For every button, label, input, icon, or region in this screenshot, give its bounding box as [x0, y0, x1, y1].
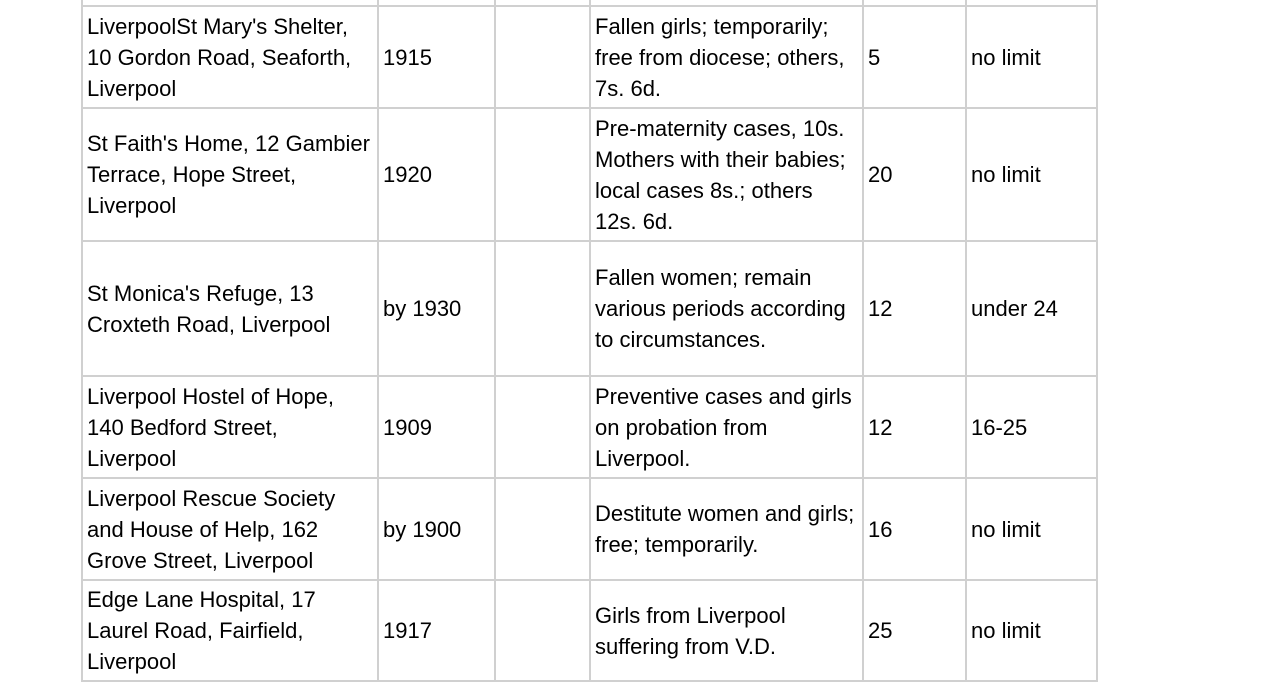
- table-row: [82, 108, 1097, 241]
- institution-name-cell: Liverpool Hostel of Hope, 140 Bedford Street, Liverpool: [82, 376, 378, 478]
- table-row: [82, 241, 1097, 376]
- age-limit-cell: no limit: [966, 580, 1097, 681]
- capacity-cell: 12: [863, 241, 966, 376]
- capacity-cell: 16: [863, 478, 966, 580]
- homes-table: [81, 0, 1098, 682]
- institution-name-cell: St Monica's Refuge, 13 Croxteth Road, Liverpool: [82, 241, 378, 376]
- table-row: [82, 6, 1097, 108]
- blank-cell: [495, 108, 590, 241]
- blank-cell: [495, 580, 590, 681]
- capacity-cell: 12: [863, 376, 966, 478]
- blank-cell: [495, 6, 590, 108]
- year-founded-cell: 1915: [378, 6, 495, 108]
- description-cell: Pre-maternity cases, 10s. Mothers with their babies; local cases 8s.; others 12s. 6d.: [590, 108, 863, 241]
- description-cell: Fallen girls; temporarily; free from diocese; others, 7s. 6d.: [590, 6, 863, 108]
- description-cell: Fallen women; remain various periods according to circumstances.: [590, 241, 863, 376]
- year-founded-cell: 1917: [378, 580, 495, 681]
- capacity-cell: 25: [863, 580, 966, 681]
- year-founded-cell: by 1930: [378, 241, 495, 376]
- blank-cell: [495, 241, 590, 376]
- age-limit-cell: no limit: [966, 6, 1097, 108]
- age-limit-cell: no limit: [966, 478, 1097, 580]
- description-cell: Destitute women and girls; free; temporarily.: [590, 478, 863, 580]
- age-limit-cell: no limit: [966, 108, 1097, 241]
- table-row: [82, 580, 1097, 681]
- year-founded-cell: 1909: [378, 376, 495, 478]
- institution-name-cell: Edge Lane Hospital, 17 Laurel Road, Fairfield, Liverpool: [82, 580, 378, 681]
- age-limit-cell: 16-25: [966, 376, 1097, 478]
- institution-name-cell: Liverpool Rescue Society and House of Help, 162 Grove Street, Liverpool: [82, 478, 378, 580]
- age-limit-cell: under 24: [966, 241, 1097, 376]
- blank-cell: [495, 478, 590, 580]
- capacity-cell: 5: [863, 6, 966, 108]
- institution-name-cell: St Faith's Home, 12 Gambier Terrace, Hope Street, Liverpool: [82, 108, 378, 241]
- blank-cell: [495, 376, 590, 478]
- table-row: [82, 478, 1097, 580]
- year-founded-cell: 1920: [378, 108, 495, 241]
- description-cell: Girls from Liverpool suffering from V.D.: [590, 580, 863, 681]
- table-row: [82, 376, 1097, 478]
- institution-name-cell: LiverpoolSt Mary's Shelter, 10 Gordon Road, Seaforth, Liverpool: [82, 6, 378, 108]
- capacity-cell: 20: [863, 108, 966, 241]
- description-cell: Preventive cases and girls on probation from Liverpool.: [590, 376, 863, 478]
- year-founded-cell: by 1900: [378, 478, 495, 580]
